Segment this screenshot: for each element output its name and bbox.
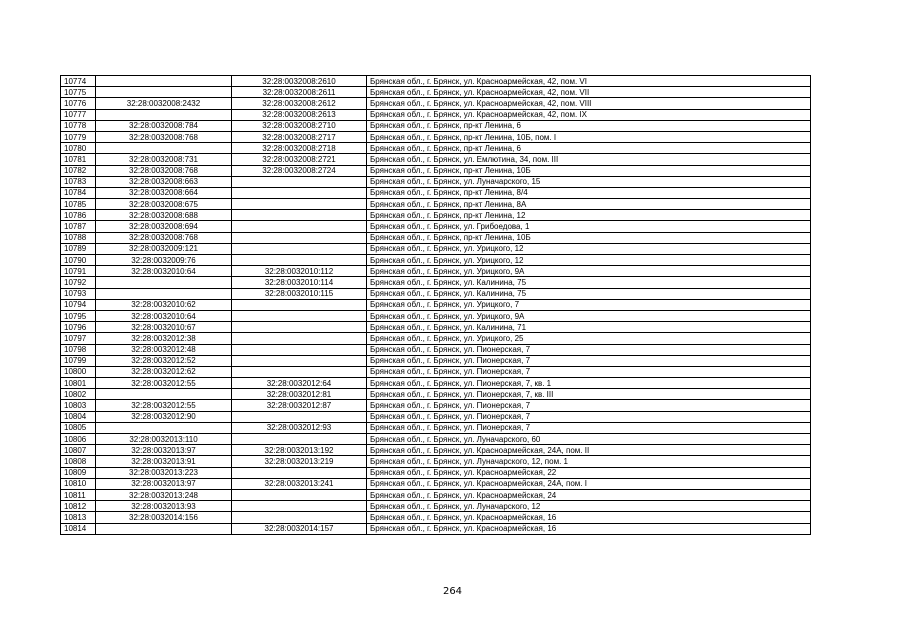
row-number-cell: 10808 [61, 456, 96, 467]
table-row [61, 344, 811, 355]
address-cell: Брянская обл., г. Брянск, ул. Красноармейская, 24А, пом. II [367, 445, 811, 456]
table-row [61, 243, 811, 254]
cadastral-number-object-cell: 32:28:0032008:2721 [232, 154, 367, 165]
table-row [61, 109, 811, 120]
row-number-cell: 10814 [61, 523, 96, 534]
row-number-cell: 10784 [61, 187, 96, 198]
table-row [61, 523, 811, 534]
address-cell: Брянская обл., г. Брянск, ул. Красноармейская, 22 [367, 467, 811, 478]
cadastral-number-parcel-cell [96, 87, 232, 98]
address-cell: Брянская обл., г. Брянск, ул. Красноармейская, 42, пом. IX [367, 109, 811, 120]
cadastral-number-object-cell: 32:28:0032013:192 [232, 445, 367, 456]
cadastral-number-parcel-cell: 32:28:0032012:62 [96, 366, 232, 377]
row-number-cell: 10809 [61, 467, 96, 478]
cadastral-number-object-cell [232, 176, 367, 187]
row-number-cell: 10797 [61, 333, 96, 344]
cadastral-number-object-cell [232, 411, 367, 422]
cadastral-number-object-cell: 32:28:0032008:2610 [232, 76, 367, 87]
table-row [61, 76, 811, 87]
table-row [61, 199, 811, 210]
cadastral-number-object-cell [232, 467, 367, 478]
cadastral-number-parcel-cell: 32:28:0032009:76 [96, 255, 232, 266]
table-row [61, 434, 811, 445]
row-number-cell: 10790 [61, 255, 96, 266]
table-row [61, 176, 811, 187]
cadastral-number-parcel-cell [96, 389, 232, 400]
table-row [61, 478, 811, 489]
row-number-cell: 10776 [61, 98, 96, 109]
table-row [61, 389, 811, 400]
row-number-cell: 10780 [61, 143, 96, 154]
address-cell: Брянская обл., г. Брянск, пр-кт Ленина, 8А [367, 199, 811, 210]
address-cell: Брянская обл., г. Брянск, ул. Красноармейская, 24А, пом. I [367, 478, 811, 489]
row-number-cell: 10788 [61, 232, 96, 243]
cadastral-number-object-cell: 32:28:0032012:81 [232, 389, 367, 400]
table-row [61, 98, 811, 109]
address-cell: Брянская обл., г. Брянск, ул. Луначарского, 12 [367, 501, 811, 512]
cadastral-number-parcel-cell [96, 523, 232, 534]
address-cell: Брянская обл., г. Брянск, ул. Красноармейская, 16 [367, 523, 811, 534]
cadastral-number-parcel-cell [96, 422, 232, 433]
cadastral-number-parcel-cell: 32:28:0032010:64 [96, 310, 232, 321]
address-cell: Брянская обл., г. Брянск, ул. Пионерская, 7 [367, 400, 811, 411]
cadastral-number-object-cell: 32:28:0032012:64 [232, 378, 367, 389]
cadastral-number-object-cell [232, 310, 367, 321]
cadastral-number-parcel-cell: 32:28:0032008:731 [96, 154, 232, 165]
cadastral-number-object-cell: 32:28:0032012:93 [232, 422, 367, 433]
table-row [61, 512, 811, 523]
table-row [61, 277, 811, 288]
cadastral-number-parcel-cell: 32:28:0032009:121 [96, 243, 232, 254]
row-number-cell: 10778 [61, 120, 96, 131]
table-row [61, 87, 811, 98]
cadastral-number-object-cell [232, 355, 367, 366]
row-number-cell: 10792 [61, 277, 96, 288]
row-number-cell: 10806 [61, 434, 96, 445]
cadastral-number-parcel-cell: 32:28:0032012:38 [96, 333, 232, 344]
address-cell: Брянская обл., г. Брянск, ул. Урицкого, 12 [367, 255, 811, 266]
cadastral-number-parcel-cell: 32:28:0032008:664 [96, 187, 232, 198]
cadastral-number-parcel-cell: 32:28:0032013:93 [96, 501, 232, 512]
cadastral-number-object-cell: 32:28:0032008:2718 [232, 143, 367, 154]
cadastral-number-object-cell [232, 344, 367, 355]
cadastral-number-parcel-cell: 32:28:0032010:64 [96, 266, 232, 277]
cadastral-number-parcel-cell: 32:28:0032013:248 [96, 489, 232, 500]
address-cell: Брянская обл., г. Брянск, ул. Урицкого, 12 [367, 243, 811, 254]
address-cell: Брянская обл., г. Брянск, ул. Пионерская, 7, кв. 1 [367, 378, 811, 389]
address-cell: Брянская обл., г. Брянск, ул. Калинина, 71 [367, 322, 811, 333]
cadastral-number-parcel-cell: 32:28:0032013:110 [96, 434, 232, 445]
table-row [61, 366, 811, 377]
cadastral-number-object-cell [232, 243, 367, 254]
table-row [61, 378, 811, 389]
cadastral-number-object-cell: 32:28:0032008:2611 [232, 87, 367, 98]
table-row [61, 467, 811, 478]
address-cell: Брянская обл., г. Брянск, ул. Пионерская, 7 [367, 344, 811, 355]
cadastral-number-parcel-cell: 32:28:0032012:55 [96, 400, 232, 411]
row-number-cell: 10800 [61, 366, 96, 377]
cadastral-number-parcel-cell: 32:28:0032008:768 [96, 131, 232, 142]
cadastral-number-parcel-cell: 32:28:0032008:663 [96, 176, 232, 187]
cadastral-number-object-cell [232, 501, 367, 512]
row-number-cell: 10804 [61, 411, 96, 422]
cadastral-number-object-cell [232, 232, 367, 243]
row-number-cell: 10786 [61, 210, 96, 221]
table-row [61, 333, 811, 344]
cadastral-number-parcel-cell: 32:28:0032010:62 [96, 299, 232, 310]
address-cell: Брянская обл., г. Брянск, пр-кт Ленина, 10Б [367, 232, 811, 243]
cadastral-number-object-cell [232, 210, 367, 221]
address-cell: Брянская обл., г. Брянск, ул. Красноармейская, 42, пом. VII [367, 87, 811, 98]
address-cell: Брянская обл., г. Брянск, пр-кт Ленина, 10Б, пом. I [367, 131, 811, 142]
table-row [61, 255, 811, 266]
table-row [61, 143, 811, 154]
table-row [61, 322, 811, 333]
address-cell: Брянская обл., г. Брянск, пр-кт Ленина, 8/4 [367, 187, 811, 198]
cadastral-number-object-cell: 32:28:0032013:241 [232, 478, 367, 489]
address-cell: Брянская обл., г. Брянск, ул. Луначарского, 12, пом. 1 [367, 456, 811, 467]
registry-table-body [61, 76, 811, 535]
cadastral-number-parcel-cell [96, 109, 232, 120]
cadastral-number-object-cell: 32:28:0032008:2724 [232, 165, 367, 176]
address-cell: Брянская обл., г. Брянск, ул. Урицкого, 9А [367, 310, 811, 321]
cadastral-number-object-cell [232, 322, 367, 333]
table-row [61, 232, 811, 243]
row-number-cell: 10799 [61, 355, 96, 366]
cadastral-number-object-cell: 32:28:0032012:87 [232, 400, 367, 411]
address-cell: Брянская обл., г. Брянск, ул. Пионерская, 7 [367, 422, 811, 433]
cadastral-number-object-cell [232, 299, 367, 310]
row-number-cell: 10795 [61, 310, 96, 321]
cadastral-number-object-cell [232, 255, 367, 266]
cadastral-number-object-cell [232, 489, 367, 500]
address-cell: Брянская обл., г. Брянск, ул. Красноармейская, 16 [367, 512, 811, 523]
table-row [61, 299, 811, 310]
row-number-cell: 10785 [61, 199, 96, 210]
cadastral-number-parcel-cell: 32:28:0032008:768 [96, 165, 232, 176]
address-cell: Брянская обл., г. Брянск, пр-кт Ленина, 6 [367, 120, 811, 131]
address-cell: Брянская обл., г. Брянск, ул. Емлютина, 34, пом. III [367, 154, 811, 165]
address-cell: Брянская обл., г. Брянск, ул. Луначарского, 60 [367, 434, 811, 445]
address-cell: Брянская обл., г. Брянск, ул. Пионерская, 7, кв. III [367, 389, 811, 400]
table-row [61, 422, 811, 433]
cadastral-number-object-cell [232, 333, 367, 344]
row-number-cell: 10775 [61, 87, 96, 98]
cadastral-number-parcel-cell: 32:28:0032013:97 [96, 478, 232, 489]
table-row [61, 266, 811, 277]
row-number-cell: 10813 [61, 512, 96, 523]
row-number-cell: 10777 [61, 109, 96, 120]
table-row [61, 456, 811, 467]
cadastral-number-parcel-cell: 32:28:0032013:223 [96, 467, 232, 478]
row-number-cell: 10781 [61, 154, 96, 165]
row-number-cell: 10802 [61, 389, 96, 400]
row-number-cell: 10774 [61, 76, 96, 87]
cadastral-number-object-cell: 32:28:0032008:2612 [232, 98, 367, 109]
address-cell: Брянская обл., г. Брянск, пр-кт Ленина, 10Б [367, 165, 811, 176]
cadastral-number-object-cell [232, 187, 367, 198]
cadastral-number-parcel-cell: 32:28:0032008:2432 [96, 98, 232, 109]
cadastral-number-parcel-cell [96, 288, 232, 299]
cadastral-number-parcel-cell: 32:28:0032014:156 [96, 512, 232, 523]
table-row [61, 288, 811, 299]
page-number: 264 [442, 586, 463, 597]
table-row [61, 120, 811, 131]
cadastral-number-object-cell [232, 199, 367, 210]
cadastral-number-parcel-cell: 32:28:0032010:67 [96, 322, 232, 333]
address-cell: Брянская обл., г. Брянск, ул. Красноармейская, 24 [367, 489, 811, 500]
cadastral-number-object-cell [232, 512, 367, 523]
address-cell: Брянская обл., г. Брянск, пр-кт Ленина, 12 [367, 210, 811, 221]
cadastral-number-parcel-cell [96, 76, 232, 87]
cadastral-number-object-cell: 32:28:0032008:2613 [232, 109, 367, 120]
table-row [61, 501, 811, 512]
address-cell: Брянская обл., г. Брянск, ул. Красноармейская, 42, пом. VIII [367, 98, 811, 109]
row-number-cell: 10801 [61, 378, 96, 389]
cadastral-number-object-cell: 32:28:0032008:2710 [232, 120, 367, 131]
address-cell: Брянская обл., г. Брянск, ул. Калинина, 75 [367, 288, 811, 299]
cadastral-number-object-cell: 32:28:0032014:157 [232, 523, 367, 534]
cadastral-number-object-cell: 32:28:0032010:112 [232, 266, 367, 277]
table-row [61, 210, 811, 221]
cadastral-number-parcel-cell: 32:28:0032013:91 [96, 456, 232, 467]
cadastral-number-object-cell: 32:28:0032013:219 [232, 456, 367, 467]
cadastral-number-object-cell: 32:28:0032010:115 [232, 288, 367, 299]
cadastral-number-parcel-cell: 32:28:0032008:675 [96, 199, 232, 210]
row-number-cell: 10783 [61, 176, 96, 187]
cadastral-number-parcel-cell [96, 277, 232, 288]
cadastral-number-object-cell [232, 434, 367, 445]
cadastral-number-parcel-cell: 32:28:0032008:784 [96, 120, 232, 131]
cadastral-number-parcel-cell [96, 143, 232, 154]
cadastral-number-parcel-cell: 32:28:0032012:52 [96, 355, 232, 366]
table-row [61, 400, 811, 411]
row-number-cell: 10787 [61, 221, 96, 232]
registry-table [60, 75, 811, 535]
row-number-cell: 10779 [61, 131, 96, 142]
cadastral-number-object-cell [232, 221, 367, 232]
table-row [61, 310, 811, 321]
row-number-cell: 10794 [61, 299, 96, 310]
table-row [61, 489, 811, 500]
row-number-cell: 10805 [61, 422, 96, 433]
cadastral-number-parcel-cell: 32:28:0032008:688 [96, 210, 232, 221]
cadastral-number-object-cell [232, 366, 367, 377]
address-cell: Брянская обл., г. Брянск, ул. Пионерская, 7 [367, 366, 811, 377]
table-row [61, 355, 811, 366]
cadastral-number-object-cell: 32:28:0032010:114 [232, 277, 367, 288]
table-row [61, 187, 811, 198]
cadastral-number-parcel-cell: 32:28:0032008:694 [96, 221, 232, 232]
cadastral-number-parcel-cell: 32:28:0032013:97 [96, 445, 232, 456]
table-row [61, 154, 811, 165]
table-row [61, 165, 811, 176]
table-row [61, 445, 811, 456]
row-number-cell: 10789 [61, 243, 96, 254]
address-cell: Брянская обл., г. Брянск, ул. Красноармейская, 42, пом. VI [367, 76, 811, 87]
table-row [61, 131, 811, 142]
address-cell: Брянская обл., г. Брянск, ул. Пионерская, 7 [367, 355, 811, 366]
row-number-cell: 10803 [61, 400, 96, 411]
address-cell: Брянская обл., г. Брянск, ул. Пионерская, 7 [367, 411, 811, 422]
row-number-cell: 10782 [61, 165, 96, 176]
row-number-cell: 10811 [61, 489, 96, 500]
address-cell: Брянская обл., г. Брянск, ул. Урицкого, 25 [367, 333, 811, 344]
address-cell: Брянская обл., г. Брянск, ул. Луначарского, 15 [367, 176, 811, 187]
row-number-cell: 10812 [61, 501, 96, 512]
table-row [61, 411, 811, 422]
row-number-cell: 10791 [61, 266, 96, 277]
cadastral-number-object-cell: 32:28:0032008:2717 [232, 131, 367, 142]
table-row [61, 221, 811, 232]
address-cell: Брянская обл., г. Брянск, ул. Урицкого, 7 [367, 299, 811, 310]
cadastral-number-parcel-cell: 32:28:0032012:55 [96, 378, 232, 389]
address-cell: Брянская обл., г. Брянск, пр-кт Ленина, 6 [367, 143, 811, 154]
address-cell: Брянская обл., г. Брянск, ул. Грибоедова, 1 [367, 221, 811, 232]
row-number-cell: 10807 [61, 445, 96, 456]
row-number-cell: 10798 [61, 344, 96, 355]
row-number-cell: 10793 [61, 288, 96, 299]
address-cell: Брянская обл., г. Брянск, ул. Урицкого, 9А [367, 266, 811, 277]
row-number-cell: 10796 [61, 322, 96, 333]
cadastral-number-parcel-cell: 32:28:0032008:768 [96, 232, 232, 243]
cadastral-number-parcel-cell: 32:28:0032012:90 [96, 411, 232, 422]
row-number-cell: 10810 [61, 478, 96, 489]
address-cell: Брянская обл., г. Брянск, ул. Калинина, 75 [367, 277, 811, 288]
cadastral-number-parcel-cell: 32:28:0032012:48 [96, 344, 232, 355]
